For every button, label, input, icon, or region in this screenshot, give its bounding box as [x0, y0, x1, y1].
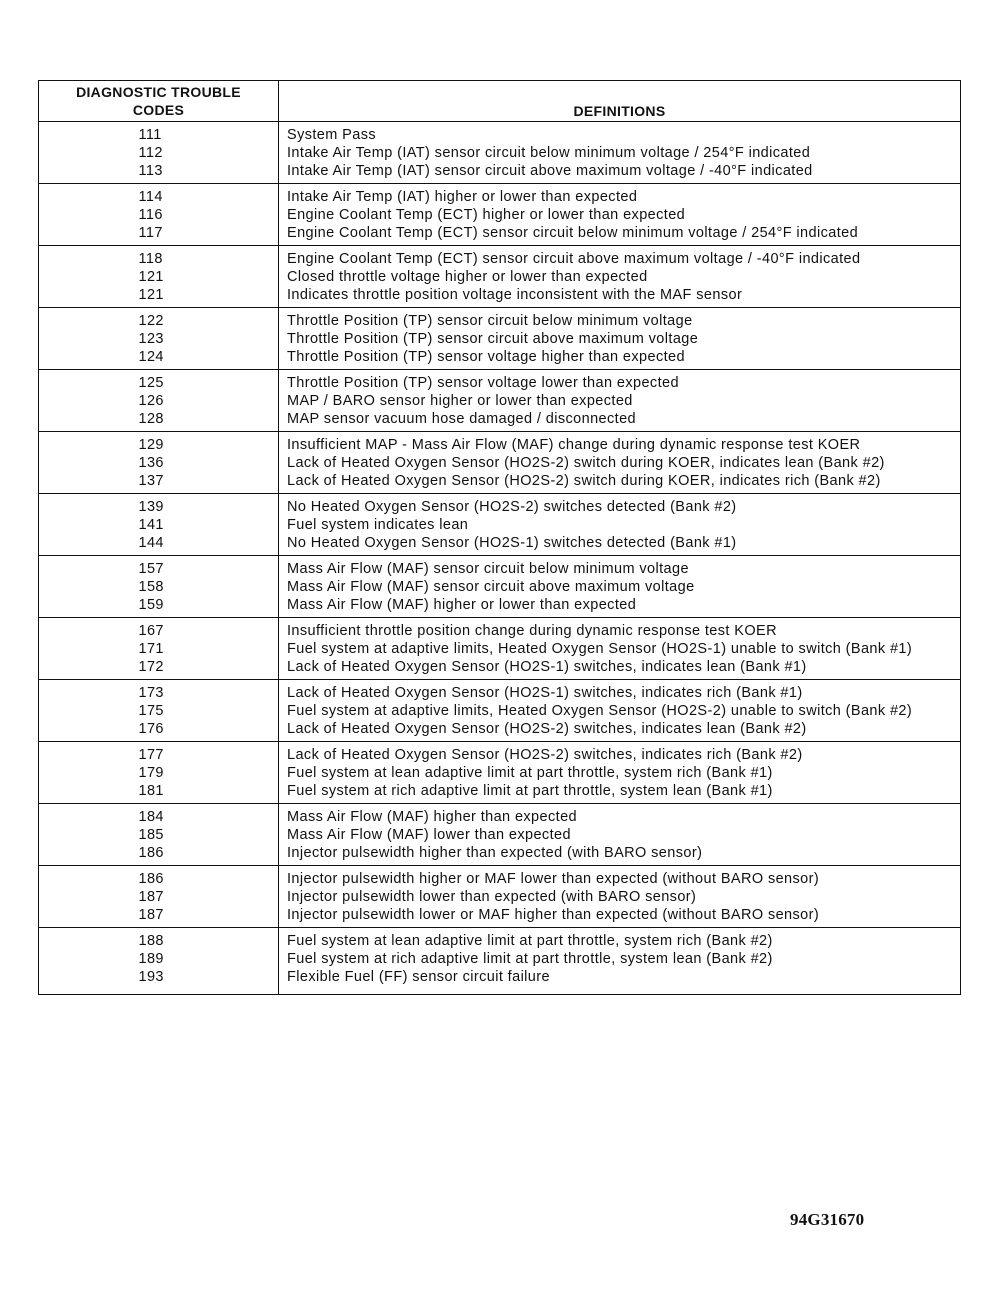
dtc-code-cell — [39, 308, 279, 331]
dtc-code-cell — [39, 432, 279, 455]
dtc-code: 116 — [138, 207, 163, 223]
table-row — [39, 888, 961, 906]
table-row — [39, 410, 961, 432]
header-definitions: DEFINITIONS — [279, 81, 961, 122]
table-row — [39, 246, 961, 269]
dtc-code-cell — [39, 144, 279, 162]
dtc-definition: Injector pulsewidth higher or MAF lower than expected (without BARO sensor) — [279, 866, 961, 889]
dtc-code-cell — [39, 330, 279, 348]
table-row — [39, 392, 961, 410]
dtc-definition: Throttle Position (TP) sensor voltage higher than expected — [279, 348, 961, 370]
header-codes — [39, 81, 279, 122]
table-row — [39, 556, 961, 579]
dtc-code: 172 — [138, 659, 164, 675]
dtc-code: 129 — [138, 437, 164, 453]
dtc-code: 184 — [138, 809, 164, 825]
dtc-definition: Fuel system at lean adaptive limit at part throttle, system rich (Bank #1) — [279, 764, 961, 782]
dtc-code: 122 — [138, 313, 164, 329]
dtc-code-cell — [39, 658, 279, 680]
dtc-code: 179 — [138, 765, 164, 781]
table-row — [39, 472, 961, 494]
dtc-definition: Throttle Position (TP) sensor circuit above maximum voltage — [279, 330, 961, 348]
dtc-definition: Flexible Fuel (FF) sensor circuit failure — [279, 968, 961, 995]
dtc-code: 187 — [138, 907, 164, 923]
dtc-code: 121 — [138, 269, 164, 285]
dtc-code-cell — [39, 494, 279, 517]
dtc-code-cell — [39, 640, 279, 658]
dtc-code-cell — [39, 286, 279, 308]
dtc-code-cell — [39, 472, 279, 494]
table-row — [39, 928, 961, 951]
figure-id: 94G31670 — [790, 1210, 865, 1229]
dtc-code: 181 — [138, 783, 164, 799]
table-body — [39, 122, 961, 995]
dtc-definition: Injector pulsewidth lower or MAF higher than expected (without BARO sensor) — [279, 906, 961, 928]
dtc-definition: Fuel system at adaptive limits, Heated Oxygen Sensor (HO2S-2) unable to switch (Bank #2) — [279, 702, 961, 720]
header-codes-line2: CODES — [132, 102, 185, 118]
dtc-code: 117 — [138, 225, 163, 241]
dtc-code-cell — [39, 392, 279, 410]
dtc-definition: Lack of Heated Oxygen Sensor (HO2S-1) switches, indicates lean (Bank #1) — [279, 658, 961, 680]
dtc-definition: Throttle Position (TP) sensor circuit below minimum voltage — [279, 308, 961, 331]
dtc-definition: Lack of Heated Oxygen Sensor (HO2S-2) switches, indicates rich (Bank #2) — [279, 742, 961, 765]
dtc-code-cell — [39, 720, 279, 742]
dtc-code: 188 — [138, 933, 164, 949]
dtc-code: 136 — [138, 455, 164, 471]
table-row — [39, 720, 961, 742]
dtc-definition: Indicates throttle position voltage inconsistent with the MAF sensor — [279, 286, 961, 308]
dtc-code: 139 — [138, 499, 164, 515]
dtc-code: 171 — [138, 641, 164, 657]
dtc-code: 167 — [138, 623, 164, 639]
dtc-definition: Lack of Heated Oxygen Sensor (HO2S-1) switches, indicates rich (Bank #1) — [279, 680, 961, 703]
table-row — [39, 308, 961, 331]
dtc-definition: Intake Air Temp (IAT) higher or lower than expected — [279, 184, 961, 207]
dtc-code-cell — [39, 454, 279, 472]
dtc-code-cell — [39, 680, 279, 703]
dtc-definition: Throttle Position (TP) sensor voltage lower than expected — [279, 370, 961, 393]
dtc-definition: MAP / BARO sensor higher or lower than expected — [279, 392, 961, 410]
dtc-code: 186 — [138, 845, 164, 861]
dtc-code-cell — [39, 702, 279, 720]
table-row — [39, 432, 961, 455]
dtc-code: 126 — [138, 393, 164, 409]
dtc-code-cell — [39, 804, 279, 827]
dtc-code: 159 — [138, 597, 164, 613]
dtc-definition: Lack of Heated Oxygen Sensor (HO2S-2) switch during KOER, indicates lean (Bank #2) — [279, 454, 961, 472]
dtc-definition: Engine Coolant Temp (ECT) higher or lower than expected — [279, 206, 961, 224]
dtc-definition: Insufficient MAP - Mass Air Flow (MAF) change during dynamic response test KOER — [279, 432, 961, 455]
dtc-definition: Lack of Heated Oxygen Sensor (HO2S-2) switch during KOER, indicates rich (Bank #2) — [279, 472, 961, 494]
dtc-code: 185 — [138, 827, 164, 843]
dtc-code-cell — [39, 826, 279, 844]
table-row — [39, 618, 961, 641]
table-row — [39, 764, 961, 782]
dtc-definition: System Pass — [279, 122, 961, 145]
table-row — [39, 224, 961, 246]
dtc-code-cell — [39, 410, 279, 432]
dtc-definition: Injector pulsewidth lower than expected (with BARO sensor) — [279, 888, 961, 906]
dtc-definition: Mass Air Flow (MAF) lower than expected — [279, 826, 961, 844]
table-row — [39, 330, 961, 348]
dtc-code-cell — [39, 556, 279, 579]
dtc-definition: Fuel system at rich adaptive limit at part throttle, system lean (Bank #1) — [279, 782, 961, 804]
table-row — [39, 742, 961, 765]
dtc-definition: No Heated Oxygen Sensor (HO2S-1) switches detected (Bank #1) — [279, 534, 961, 556]
table-row — [39, 286, 961, 308]
dtc-definition: MAP sensor vacuum hose damaged / disconnected — [279, 410, 961, 432]
dtc-definition: No Heated Oxygen Sensor (HO2S-2) switches detected (Bank #2) — [279, 494, 961, 517]
dtc-code: 118 — [138, 251, 163, 267]
dtc-code-cell — [39, 866, 279, 889]
dtc-code: 158 — [138, 579, 164, 595]
dtc-code: 114 — [138, 189, 163, 205]
dtc-code: 113 — [138, 163, 163, 179]
table-row — [39, 596, 961, 618]
dtc-definition: Closed throttle voltage higher or lower than expected — [279, 268, 961, 286]
dtc-definition: Injector pulsewidth higher than expected (with BARO sensor) — [279, 844, 961, 866]
dtc-code-cell — [39, 534, 279, 556]
dtc-code-cell — [39, 162, 279, 184]
dtc-definition: Fuel system at rich adaptive limit at part throttle, system lean (Bank #2) — [279, 950, 961, 968]
dtc-code: 125 — [138, 375, 164, 391]
table-row — [39, 494, 961, 517]
dtc-code-cell — [39, 370, 279, 393]
table-row — [39, 702, 961, 720]
dtc-code-cell — [39, 968, 279, 995]
dtc-definition: Mass Air Flow (MAF) higher than expected — [279, 804, 961, 827]
dtc-code: 173 — [138, 685, 164, 701]
table-row — [39, 658, 961, 680]
dtc-code-cell — [39, 764, 279, 782]
table-row — [39, 826, 961, 844]
table-row — [39, 122, 961, 145]
table-row — [39, 348, 961, 370]
dtc-definition: Fuel system at adaptive limits, Heated Oxygen Sensor (HO2S-1) unable to switch (Bank #1) — [279, 640, 961, 658]
table-row — [39, 866, 961, 889]
dtc-code-cell — [39, 950, 279, 968]
table-row — [39, 906, 961, 928]
dtc-table — [38, 80, 961, 995]
table-row — [39, 578, 961, 596]
dtc-definition: Lack of Heated Oxygen Sensor (HO2S-2) switches, indicates lean (Bank #2) — [279, 720, 961, 742]
dtc-code: 121 — [138, 287, 164, 303]
dtc-code-cell — [39, 348, 279, 370]
dtc-code: 175 — [138, 703, 164, 719]
dtc-code: 189 — [138, 951, 164, 967]
dtc-code: 193 — [138, 969, 164, 985]
table-row — [39, 640, 961, 658]
table-row — [39, 454, 961, 472]
dtc-code: 123 — [138, 331, 164, 347]
dtc-code-cell — [39, 742, 279, 765]
table-row — [39, 680, 961, 703]
dtc-code: 144 — [138, 535, 164, 551]
table-row — [39, 968, 961, 995]
dtc-code-cell — [39, 206, 279, 224]
table-row — [39, 184, 961, 207]
dtc-code: 141 — [138, 517, 164, 533]
table-row — [39, 534, 961, 556]
dtc-code: 157 — [138, 561, 164, 577]
dtc-code: 187 — [138, 889, 164, 905]
dtc-definition: Fuel system indicates lean — [279, 516, 961, 534]
dtc-definition: Fuel system at lean adaptive limit at part throttle, system rich (Bank #2) — [279, 928, 961, 951]
dtc-code-cell — [39, 618, 279, 641]
dtc-code: 128 — [138, 411, 164, 427]
dtc-code-cell — [39, 782, 279, 804]
dtc-code: 137 — [138, 473, 164, 489]
table-row — [39, 162, 961, 184]
table-row — [39, 844, 961, 866]
dtc-code: 177 — [138, 747, 164, 763]
header-codes-line1: DIAGNOSTIC TROUBLE — [76, 84, 241, 100]
dtc-code-cell — [39, 224, 279, 246]
dtc-code-cell — [39, 122, 279, 145]
dtc-code-cell — [39, 184, 279, 207]
dtc-code-cell — [39, 246, 279, 269]
dtc-definition: Intake Air Temp (IAT) sensor circuit above maximum voltage / -40°F indicated — [279, 162, 961, 184]
dtc-code-cell — [39, 578, 279, 596]
dtc-definition: Engine Coolant Temp (ECT) sensor circuit above maximum voltage / -40°F indicated — [279, 246, 961, 269]
dtc-code-cell — [39, 928, 279, 951]
dtc-definition: Mass Air Flow (MAF) sensor circuit above maximum voltage — [279, 578, 961, 596]
table-row — [39, 144, 961, 162]
table-header-row — [39, 81, 961, 122]
dtc-code-cell — [39, 888, 279, 906]
table-row — [39, 370, 961, 393]
dtc-code-cell — [39, 906, 279, 928]
dtc-code: 124 — [138, 349, 164, 365]
dtc-code: 112 — [138, 145, 163, 161]
table-row — [39, 804, 961, 827]
dtc-definition: Mass Air Flow (MAF) higher or lower than expected — [279, 596, 961, 618]
table-row — [39, 782, 961, 804]
dtc-code: 186 — [138, 871, 164, 887]
dtc-code: 111 — [138, 127, 162, 143]
dtc-definition: Mass Air Flow (MAF) sensor circuit below minimum voltage — [279, 556, 961, 579]
dtc-definition: Insufficient throttle position change during dynamic response test KOER — [279, 618, 961, 641]
dtc-code-cell — [39, 844, 279, 866]
table-row — [39, 516, 961, 534]
dtc-definition: Engine Coolant Temp (ECT) sensor circuit below minimum voltage / 254°F indicated — [279, 224, 961, 246]
dtc-code-cell — [39, 268, 279, 286]
dtc-definition: Intake Air Temp (IAT) sensor circuit below minimum voltage / 254°F indicated — [279, 144, 961, 162]
table-row — [39, 206, 961, 224]
table-row — [39, 268, 961, 286]
table-row — [39, 950, 961, 968]
dtc-code-cell — [39, 596, 279, 618]
dtc-code: 176 — [138, 721, 164, 737]
dtc-code-cell — [39, 516, 279, 534]
